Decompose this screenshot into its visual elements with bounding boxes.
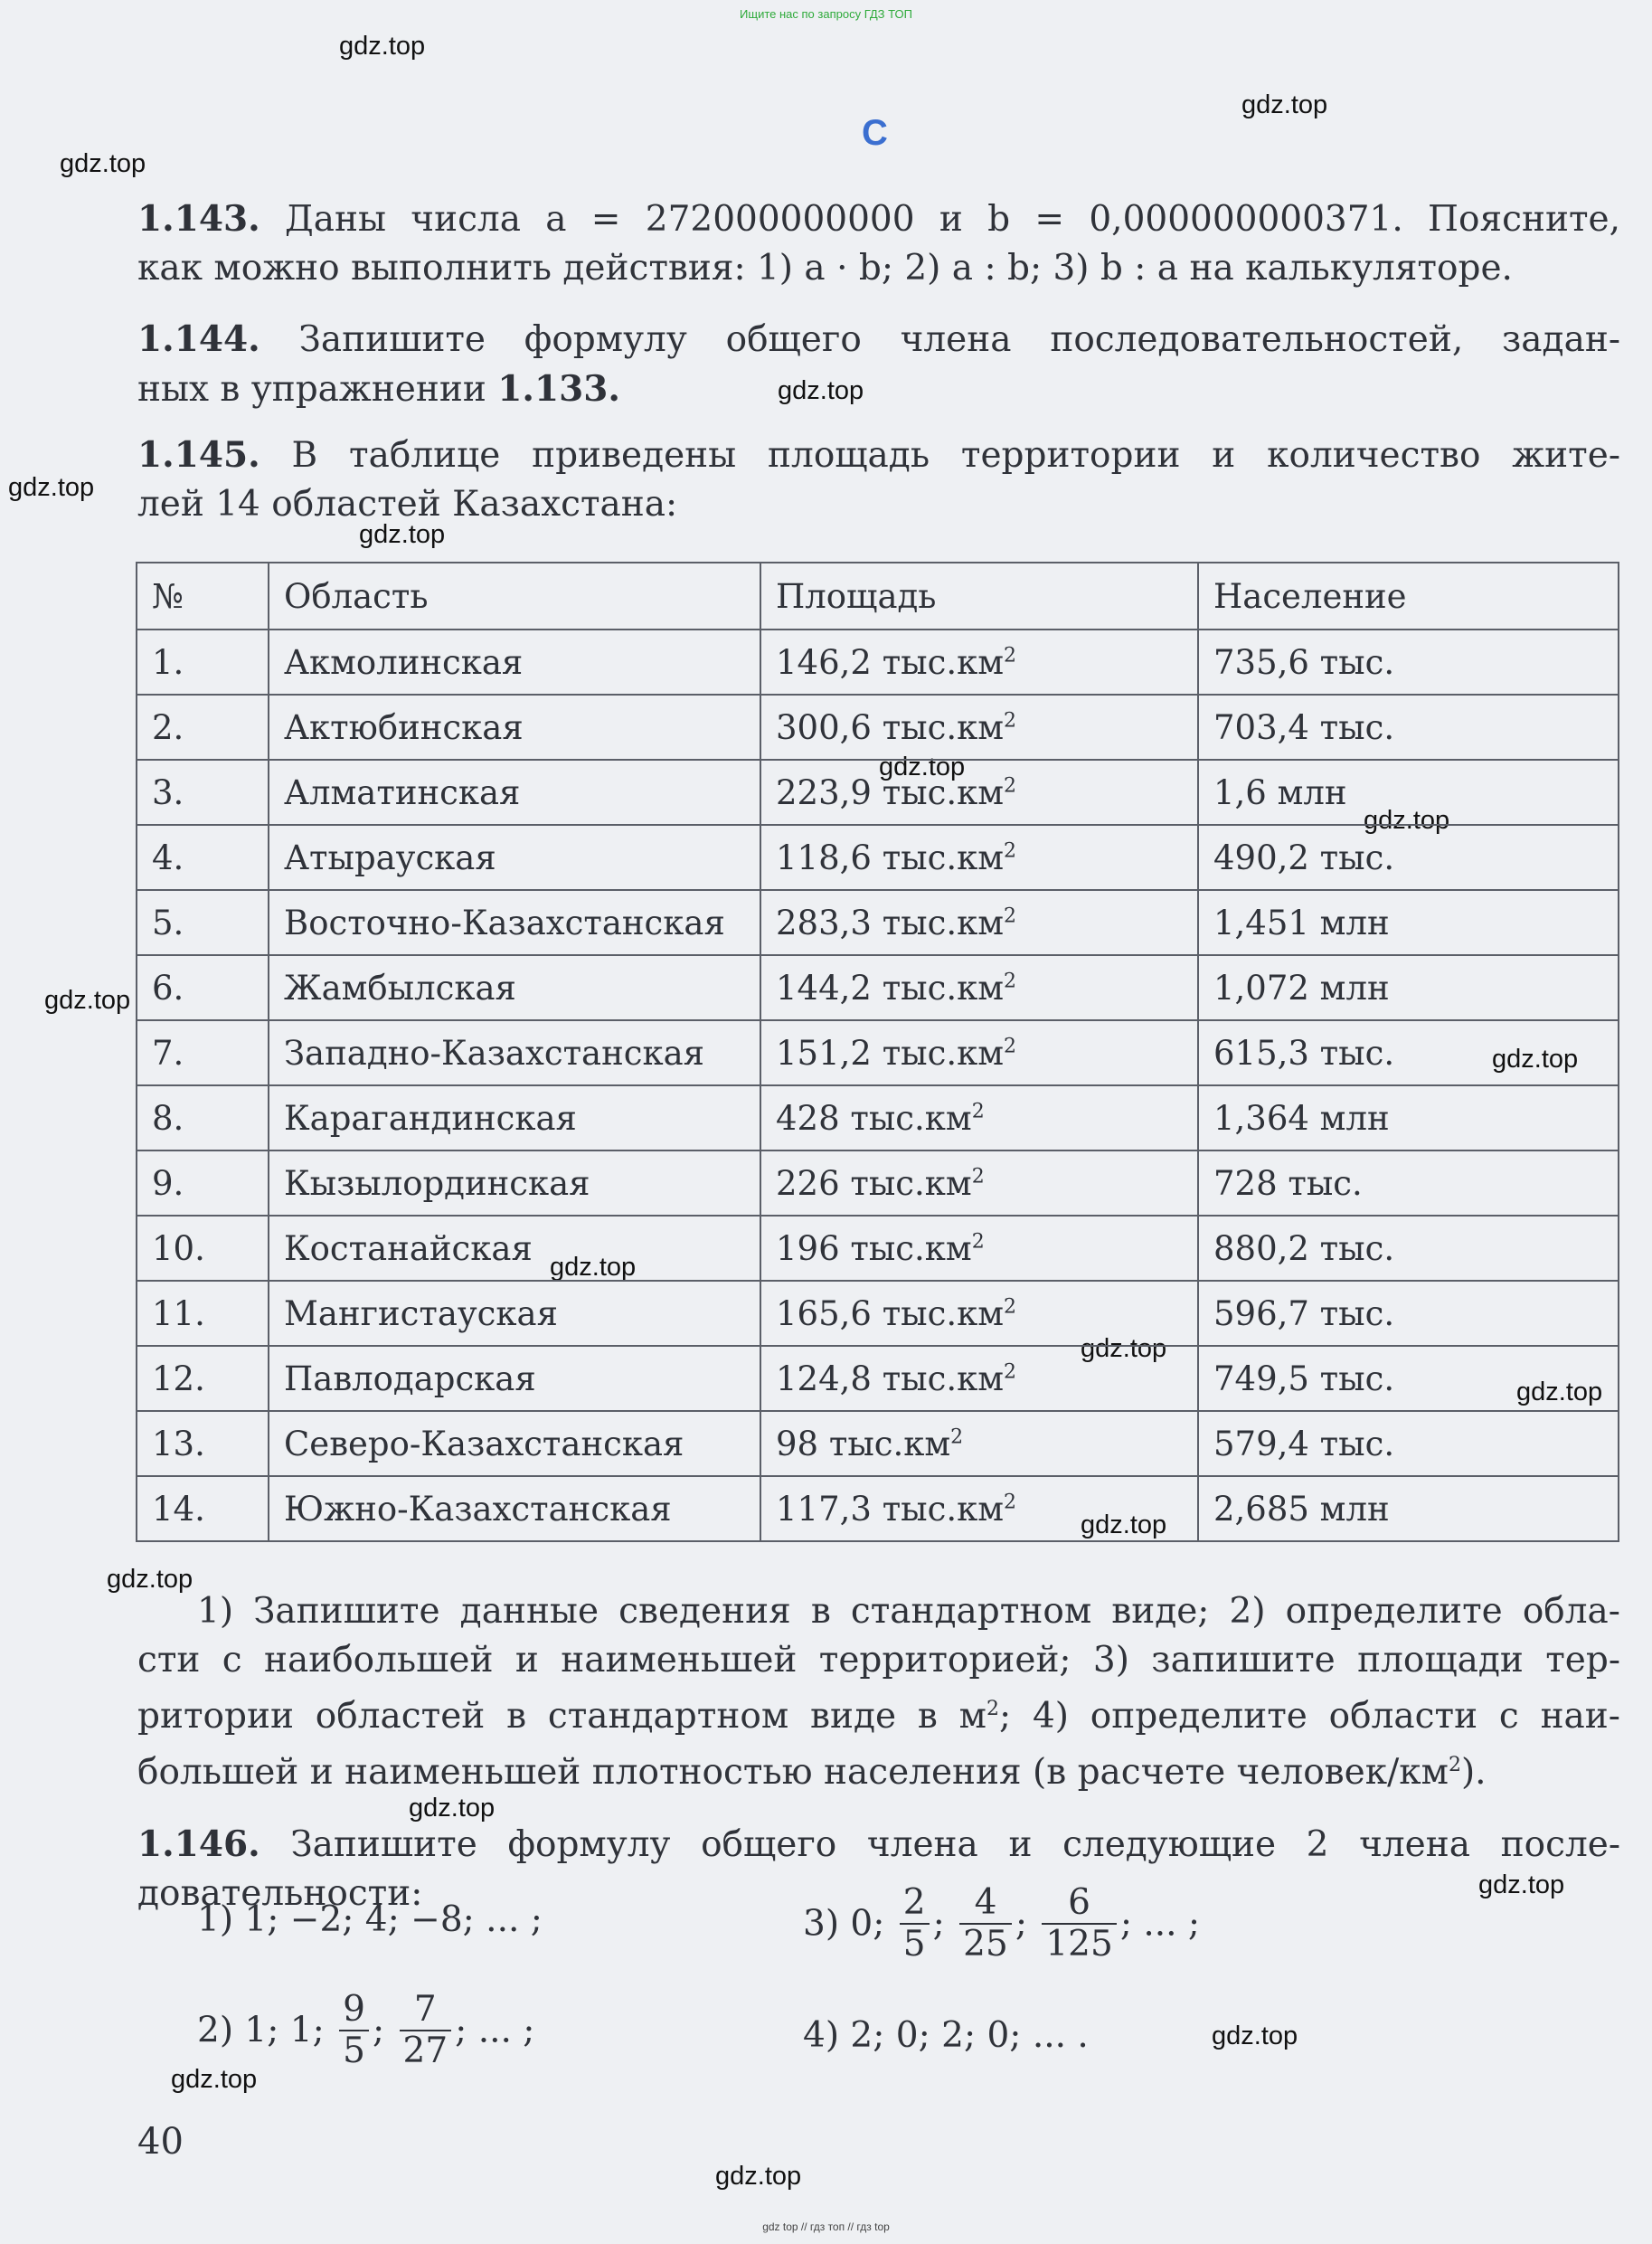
area-unit: тыс.км [850,1228,972,1268]
cell-number: 6. [137,955,269,1020]
superscript: 2 [971,1230,985,1254]
cell-area [760,1085,1198,1150]
numerator: 2 [900,1883,930,1925]
cell-area [760,1281,1198,1346]
cell-population: 1,364 млн [1198,1085,1619,1150]
cell-population: 490,2 тыс. [1198,825,1619,890]
col-header-area: Площадь [760,563,1198,630]
cell-population: 2,685 млн [1198,1476,1619,1541]
table-row [137,1020,1619,1085]
cell-region: Павлодарская [269,1346,760,1411]
numerator: 9 [339,1990,369,2031]
area-unit: тыс.км [882,1489,1005,1529]
table-row [137,695,1619,760]
area-unit: тыс.км [850,1163,972,1203]
top-banner[interactable]: Ищите нас по запросу ГДЗ ТОП [740,7,912,21]
area-value: 146,2 [776,642,872,682]
regions-table [136,562,1619,1542]
cell-number: 7. [137,1020,269,1085]
col-header-number: № [137,563,269,630]
cell-number: 4. [137,825,269,890]
area-value: 226 [776,1163,840,1203]
watermark: gdz.top [1081,1510,1167,1539]
sequence-suffix: ; ... ; [455,2010,535,2051]
cell-region: Акмолинская [269,630,760,695]
cell-number: 1. [137,630,269,695]
cell-number: 5. [137,890,269,955]
exercise-1-144 [137,315,1620,414]
area-value: 118,6 [776,838,872,877]
table-row [137,1346,1619,1411]
table-row [137,1476,1619,1541]
cell-area [760,1346,1198,1411]
watermark: gdz.top [107,1565,194,1594]
sequence-suffix: ; ... ; [1119,1903,1201,1945]
cell-area [760,630,1198,695]
cell-population: 579,4 тыс. [1198,1411,1619,1476]
area-value: 196 [776,1228,840,1268]
cell-area [760,955,1198,1020]
cell-area [760,695,1198,760]
task-line: большей и наименьшей плотностью населения (в расчете человек/км [137,1752,1449,1793]
sequence-3: 3) 0; $\frac{2}{5}$ ; $\frac{4}{25}$ ; $\frac{6}{125}$ ; ... ; [803,1882,1201,1965]
watermark: gdz.top [1492,1045,1579,1074]
area-unit: тыс.км [850,1098,972,1138]
cell-population: 1,072 млн [1198,955,1619,1020]
table-row [137,825,1619,890]
task-line: ). [1460,1752,1487,1793]
superscript: 2 [971,1165,985,1188]
task-line: 1) Запишите данные сведения в стандартном виде; 2) определите обла- [197,1591,1620,1632]
cell-region: Кызылординская [269,1150,760,1216]
cell-region: Карагандинская [269,1085,760,1150]
cell-population: 596,7 тыс. [1198,1281,1619,1346]
sequence-prefix: 2) 1; 1; [197,2010,325,2051]
numerator: 4 [959,1883,1012,1925]
superscript: 2 [1004,644,1017,668]
cell-number: 11. [137,1281,269,1346]
watermark: gdz.top [550,1253,637,1282]
cell-number: 8. [137,1085,269,1150]
cell-population: 1,6 млн [1198,760,1619,825]
cell-region: Костанайская [269,1216,760,1281]
area-value: 98 [776,1424,819,1463]
exercise-number: 1.144. [137,318,260,360]
superscript: 2 [1004,1295,1017,1319]
denominator: 27 [402,2031,448,2071]
cell-area [760,1150,1198,1216]
cell-number: 14. [137,1476,269,1541]
section-letter: C [862,113,888,153]
watermark: gdz.top [44,986,131,1015]
cell-area [760,1216,1198,1281]
area-value: 283,3 [776,903,872,942]
exercise-text: как можно выполнить действия: 1) a · b; 2) a : b; 3) b : a на калькуляторе. [137,248,1513,289]
superscript: 2 [1448,1754,1461,1776]
area-unit: тыс.км [882,1359,1005,1398]
exercise-number: 1.143. [137,198,260,240]
cell-number: 12. [137,1346,269,1411]
cell-population: 735,6 тыс. [1198,630,1619,695]
sequence-1: 1) 1; −2; 4; −8; ... ; [197,1899,543,1940]
exercise-text: В таблице приведены площадь территории и количество жите- [291,435,1620,476]
superscript: 2 [986,1698,999,1720]
cell-region: Атырауская [269,825,760,890]
watermark: gdz.top [1212,2021,1298,2050]
watermark: gdz.top [171,2065,258,2094]
area-value: 223,9 [776,772,872,812]
area-unit: тыс.км [882,1033,1005,1073]
cell-area [760,1020,1198,1085]
exercise-number: 1.145. [137,434,260,476]
table-header-row [137,563,1619,630]
area-value: 428 [776,1098,840,1138]
watermark: gdz.top [8,473,95,502]
superscript: 2 [1004,1035,1017,1058]
cell-region: Северо-Казахстанская [269,1411,760,1476]
task-line: сти с наибольшей и наименьшей территорией; 3) запишите площади тер- [137,1640,1620,1681]
area-unit: тыс.км [828,1424,951,1463]
cell-region: Актюбинская [269,695,760,760]
sequence-prefix: 3) 0; [803,1903,885,1945]
area-unit: тыс.км [882,772,1005,812]
area-value: 144,2 [776,968,872,1008]
denominator: 25 [963,1924,1008,1965]
cell-number: 2. [137,695,269,760]
cell-area [760,1476,1198,1541]
cell-area [760,1411,1198,1476]
exercise-ref: 1.133. [497,368,620,410]
area-unit: тыс.км [882,838,1005,877]
cell-population: 1,451 млн [1198,890,1619,955]
superscript: 2 [1004,709,1017,733]
superscript: 2 [1004,1360,1017,1384]
denominator: 5 [902,1924,926,1965]
cell-region: Южно-Казахстанская [269,1476,760,1541]
superscript: 2 [1004,1491,1017,1514]
table-row [137,1150,1619,1216]
cell-region: Западно-Казахстанская [269,1020,760,1085]
watermark: gdz.top [1364,806,1450,835]
fraction [900,1883,930,1965]
watermark: gdz.top [60,149,146,178]
watermark: gdz.top [409,1794,496,1823]
cell-number: 9. [137,1150,269,1216]
exercise-text: Запишите формулу общего члена последовательностей, задан- [298,319,1620,360]
task-line: ; 4) определите области с наи- [998,1696,1620,1737]
exercise-text: ных в упражнении [137,369,486,410]
exercise-1-143 [137,194,1620,293]
cell-population: 749,5 тыс. [1198,1346,1619,1411]
cell-population: 728 тыс. [1198,1150,1619,1216]
cell-population: 615,3 тыс. [1198,1020,1619,1085]
exercise-1-145-tasks [137,1587,1620,1797]
fraction [959,1883,1012,1965]
watermark: gdz.top [359,520,446,549]
exercise-text: Даны числа a = 272000000000 и b = 0,000000000371. Поясните, [285,199,1621,240]
fraction [339,1990,369,2071]
table-row [137,630,1619,695]
sequence-4: 4) 2; 0; 2; 0; ... . [803,2015,1089,2056]
superscript: 2 [1004,774,1017,798]
page-number: 40 [137,2121,184,2163]
cell-population: 703,4 тыс. [1198,695,1619,760]
cell-area [760,760,1198,825]
denominator: 125 [1045,1924,1113,1965]
col-header-region: Область [269,563,760,630]
numerator: 6 [1042,1883,1116,1925]
fraction [400,1990,452,2071]
bottom-banner[interactable]: gdz top // гдз топ // гдз top [762,2220,890,2233]
exercise-text: лей 14 областей Казахстана: [137,484,678,525]
cell-number: 13. [137,1411,269,1476]
superscript: 2 [1004,904,1017,928]
watermark: gdz.top [1478,1870,1565,1899]
col-header-population: Население [1198,563,1619,630]
cell-region: Восточно-Казахстанская [269,890,760,955]
sequence-2: 2) 1; 1; $\frac{9}{5}$ ; $\frac{7}{27}$ ; ... ; [197,1989,535,2071]
superscript: 2 [1004,970,1017,993]
watermark: gdz.top [339,32,426,61]
table-row [137,1281,1619,1346]
watermark: gdz.top [1241,90,1328,119]
cell-area [760,825,1198,890]
task-line: ритории областей в стандартном виде в м [137,1696,986,1737]
superscript: 2 [950,1425,964,1449]
watermark: gdz.top [1516,1378,1603,1406]
area-value: 300,6 [776,707,872,747]
area-unit: тыс.км [882,642,1005,682]
fraction [1042,1883,1116,1965]
area-value: 151,2 [776,1033,872,1073]
exercise-1-145 [137,431,1620,529]
cell-area [760,890,1198,955]
watermark: gdz.top [778,376,864,405]
numerator: 7 [400,1990,452,2031]
table-row [137,890,1619,955]
cell-region: Мангистауская [269,1281,760,1346]
cell-region: Алматинская [269,760,760,825]
area-value: 124,8 [776,1359,872,1398]
cell-population: 880,2 тыс. [1198,1216,1619,1281]
cell-region: Жамбылская [269,955,760,1020]
watermark: gdz.top [879,753,966,781]
table-row [137,760,1619,825]
exercise-number: 1.146. [137,1823,260,1865]
watermark: gdz.top [715,2162,802,2191]
area-value: 165,6 [776,1293,872,1333]
exercise-text: Запишите формулу общего члена и следующие 2 члена после- [290,1824,1620,1865]
superscript: 2 [971,1100,985,1123]
area-unit: тыс.км [882,707,1005,747]
table-row [137,955,1619,1020]
table-row [137,1216,1619,1281]
watermark: gdz.top [1081,1334,1167,1363]
area-unit: тыс.км [882,1293,1005,1333]
denominator: 5 [343,2031,365,2071]
exercise-text: довательности: [137,1873,423,1914]
superscript: 2 [1004,839,1017,863]
area-unit: тыс.км [882,903,1005,942]
cell-number: 10. [137,1216,269,1281]
area-unit: тыс.км [882,968,1005,1008]
table-row [137,1085,1619,1150]
table-row [137,1411,1619,1476]
area-value: 117,3 [776,1489,872,1529]
cell-number: 3. [137,760,269,825]
